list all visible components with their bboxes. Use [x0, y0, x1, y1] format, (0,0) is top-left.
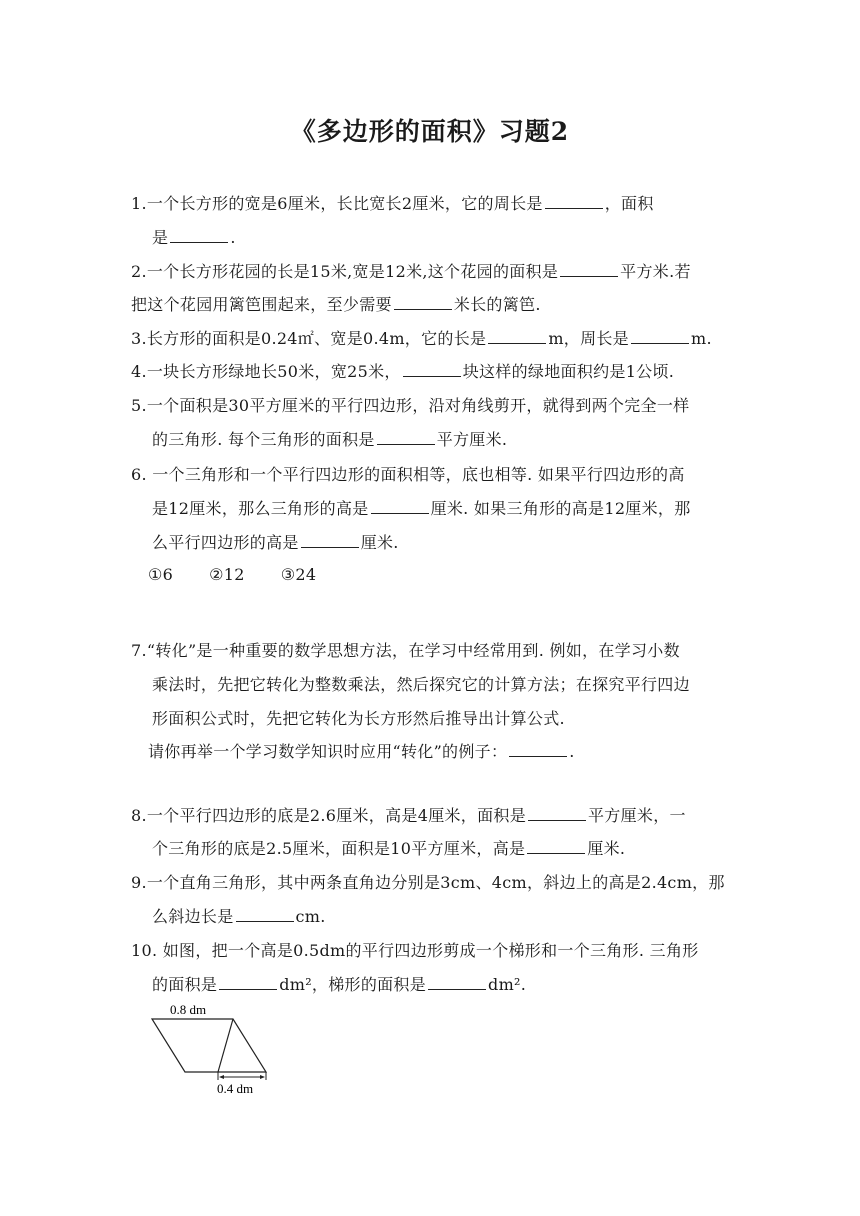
- q7-text: 7.“转化”是一种重要的数学思想方法，在学习中经常用到. 例如，在学习小数: [131, 641, 680, 660]
- question-10-line-2: [152, 972, 526, 995]
- question-2-line-2: [131, 292, 541, 315]
- q10-text: 10. 如图，把一个高是0.5dm的平行四边形剪成一个梯形和一个三角形. 三角形: [131, 941, 699, 960]
- question-2-line-1: [131, 259, 691, 282]
- answer-blank[interactable]: [560, 262, 618, 277]
- q10-text: dm².: [488, 975, 527, 994]
- q6-text: 厘米. 如果三角形的高是12厘米，那: [430, 499, 691, 518]
- q3-text: m.: [691, 329, 712, 348]
- q4-text: 块这样的绿地面积约是1公顷.: [462, 362, 675, 381]
- question-5-line-1: [131, 393, 689, 416]
- q8-text: 8.一个平行四边形的底是2.6厘米，高是4厘米，面积是: [131, 806, 526, 825]
- answer-blank[interactable]: [301, 533, 359, 548]
- q9-text: 9.一个直角三角形，其中两条直角边分别是3cm、4cm，斜边上的高是2.4cm，那: [131, 873, 725, 892]
- question-7-line-4: [148, 739, 575, 762]
- answer-blank[interactable]: [170, 228, 228, 243]
- answer-blank[interactable]: [394, 295, 452, 310]
- page-title: 《多边形的面积》习题2: [290, 117, 570, 146]
- answer-blank[interactable]: [528, 806, 586, 821]
- option-1[interactable]: ①6: [148, 565, 174, 584]
- answer-blank[interactable]: [631, 329, 689, 344]
- q2-text: 把这个花园用篱笆围起来，至少需要: [131, 295, 392, 314]
- q5-text: 的三角形. 每个三角形的面积是: [152, 430, 375, 449]
- q7-text: .: [569, 742, 575, 761]
- question-8-line-2: [152, 836, 625, 859]
- arrow-left-icon: [219, 1075, 224, 1079]
- answer-blank[interactable]: [377, 430, 435, 445]
- q7-text: 形面积公式时，先把它转化为长方形然后推导出计算公式.: [152, 709, 565, 728]
- answer-blank[interactable]: [509, 742, 567, 757]
- question-7-line-3: [152, 706, 565, 729]
- question-9-line-2: [152, 904, 326, 927]
- q9-text: cm.: [295, 907, 326, 926]
- question-3: [131, 326, 712, 349]
- cut-line: [218, 1019, 233, 1072]
- q8-text: 个三角形的底是2.5厘米，面积是10平方厘米，高是: [152, 839, 526, 858]
- question-5-line-2: [152, 427, 507, 450]
- q2-text: 米长的篱笆.: [453, 295, 541, 314]
- answer-blank[interactable]: [236, 907, 294, 922]
- q2-text: 2.一个长方形花园的长是15米,宽是12米,这个花园的面积是: [131, 262, 559, 281]
- q9-text: 么斜边长是: [152, 907, 234, 926]
- question-7-line-2: [152, 672, 690, 695]
- q10-text: dm²，梯形的面积是: [279, 975, 427, 994]
- q2-text: 平方米.若: [620, 262, 691, 281]
- q3-text: 3.长方形的面积是0.24㎡、宽是0.4m，它的长是: [131, 329, 487, 348]
- question-6-line-2: [152, 496, 691, 519]
- option-2[interactable]: ②12: [209, 565, 245, 584]
- q1-text: 是: [152, 228, 169, 247]
- option-3[interactable]: ③24: [280, 565, 317, 584]
- q6-text: 厘米.: [360, 533, 399, 552]
- q4-text: 4.一块长方形绿地长50米，宽25米，: [131, 362, 401, 381]
- answer-blank[interactable]: [371, 499, 429, 514]
- q1-text: .: [230, 228, 236, 247]
- q3-text: m，周长是: [548, 329, 629, 348]
- question-8-line-1: [131, 803, 686, 826]
- question-9-line-1: [131, 870, 725, 893]
- answer-blank[interactable]: [428, 975, 486, 990]
- question-1-line-2: [152, 225, 236, 248]
- question-6-line-1: [131, 462, 685, 485]
- answer-blank[interactable]: [527, 839, 585, 854]
- parallelogram-figure: [140, 1000, 280, 1100]
- question-1-line-1: [131, 191, 654, 214]
- q10-text: 的面积是: [152, 975, 218, 994]
- q7-text: 请你再举一个学习数学知识时应用“转化”的例子：: [148, 742, 508, 761]
- q8-text: 平方厘米，一: [588, 806, 686, 825]
- answer-blank[interactable]: [545, 194, 603, 209]
- question-6-line-3: [152, 530, 399, 553]
- q5-text: 平方厘米.: [436, 430, 508, 449]
- q6-text: 么平行四边形的高是: [152, 533, 299, 552]
- parallelogram-shape: [152, 1019, 266, 1072]
- question-4: [131, 359, 674, 382]
- q8-text: 厘米.: [587, 839, 626, 858]
- q7-text: 乘法时，先把它转化为整数乘法，然后探究它的计算方法；在探究平行四边: [152, 675, 690, 694]
- answer-blank[interactable]: [219, 975, 277, 990]
- question-10-line-1: [131, 938, 699, 961]
- arrow-right-icon: [260, 1075, 265, 1079]
- q1-text: 1.一个长方形的宽是6厘米，长比宽长2厘米，它的周长是: [131, 194, 543, 213]
- top-length-label: 0.8 dm: [170, 1002, 207, 1017]
- answer-blank[interactable]: [488, 329, 546, 344]
- q6-text: 6. 一个三角形和一个平行四边形的面积相等，底也相等. 如果平行四边形的高: [131, 465, 685, 484]
- bottom-length-label: 0.4 dm: [217, 1081, 254, 1096]
- q6-text: 是12厘米，那么三角形的高是: [152, 499, 369, 518]
- answer-blank[interactable]: [403, 362, 461, 377]
- question-6-options: [148, 565, 352, 584]
- q1-text: ，面积: [604, 194, 654, 213]
- q5-text: 5.一个面积是30平方厘米的平行四边形，沿对角线剪开，就得到两个完全一样: [131, 396, 690, 415]
- question-7-line-1: [131, 638, 680, 661]
